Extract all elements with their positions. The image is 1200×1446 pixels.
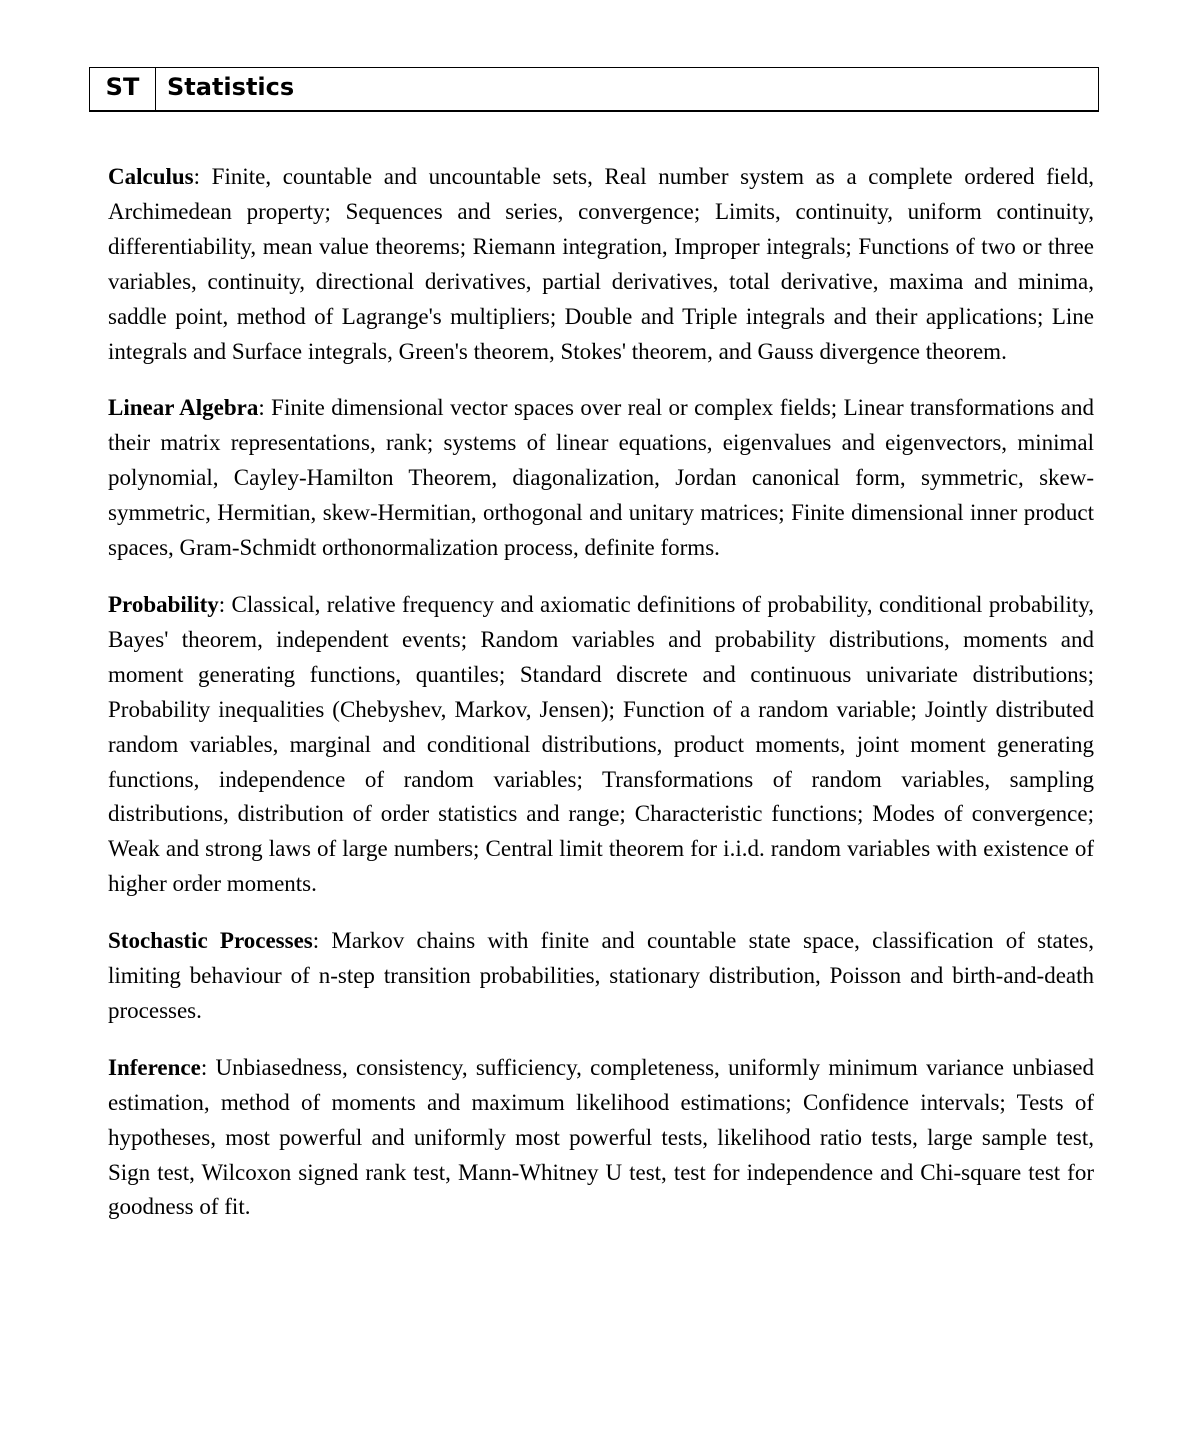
section-title: Inference (108, 1054, 201, 1080)
section-probability (108, 588, 1094, 902)
subject-header (89, 67, 1099, 112)
subject-title: Statistics (167, 73, 295, 101)
section-title: Calculus (108, 164, 194, 189)
section-stochastic-processes (108, 924, 1094, 1029)
section-body: : Classical, relative frequency and axiomatic definitions of probability, conditional probability, Bayes' theorem, independent events; Random variables and probability distributions, moments and moment generating functions, quantiles; Standard discrete and continuous univariate distributions; Probability inequalities (Chebyshev, Markov, Jensen); Function of a random variable; Jointly distributed random variables, marginal and conditional distributions, product moments, joint moment generating functions, independence of random variables; Transformations of random variables, sampling distributions, distribution of order statistics and range; Characteristic functions; Modes of convergence; Weak and strong laws of large numbers; Central limit theorem for i.i.d. random variables with existence of higher order moments. (108, 591, 1094, 897)
section-body: : Finite, countable and uncountable sets, Real number system as a complete ordered field, Archimedean property; Sequences and series, convergence; Limits, continuity, uniform continuity, differentiability, mean value theorems; Riemann integration, Improper integrals; Functions of two or three variables, continuity, directional derivatives, partial derivatives, total derivative, maxima and minima, saddle point, method of Lagrange's multipliers; Double and Triple integrals and their applications; Line integrals and Surface integrals, Green's theorem, Stokes' theorem, and Gauss divergence theorem. (108, 164, 1094, 364)
section-body: : Markov chains with finite and countable state space, classification of states, limiting behaviour of n-step transition probabilities, stationary distribution, Poisson and birth-and-death processes. (108, 928, 1094, 1023)
subject-code: ST (90, 68, 156, 110)
section-title: Probability (108, 591, 219, 617)
section-linear-algebra (108, 391, 1094, 566)
syllabus-content (108, 160, 1094, 1247)
section-body: : Finite dimensional vector spaces over real or complex fields; Linear transformations and their matrix representations, rank; systems of linear equations, eigenvalues and eigenvectors, minimal polynomial, Cayley-Hamilton Theorem, diagonalization, Jordan canonical form, symmetric, skew-symmetric, Hermitian, skew-Hermitian, orthogonal and unitary matrices; Finite dimensional inner product spaces, Gram-Schmidt orthonormalization process, definite forms. (108, 395, 1094, 561)
section-inference (108, 1051, 1094, 1226)
section-title: Stochastic Processes (108, 928, 313, 954)
section-body: : Unbiasedness, consistency, sufficiency, completeness, uniformly minimum variance unbiased estimation, method of moments and maximum likelihood estimations; Confidence intervals; Tests of hypotheses, most powerful and uniformly most powerful tests, likelihood ratio tests, large sample test, Sign test, Wilcoxon signed rank test, Mann-Whitney U test, test for independence and Chi-square test for goodness of fit. (108, 1054, 1094, 1220)
section-title: Linear Algebra (108, 395, 259, 421)
section-calculus (108, 160, 1094, 369)
